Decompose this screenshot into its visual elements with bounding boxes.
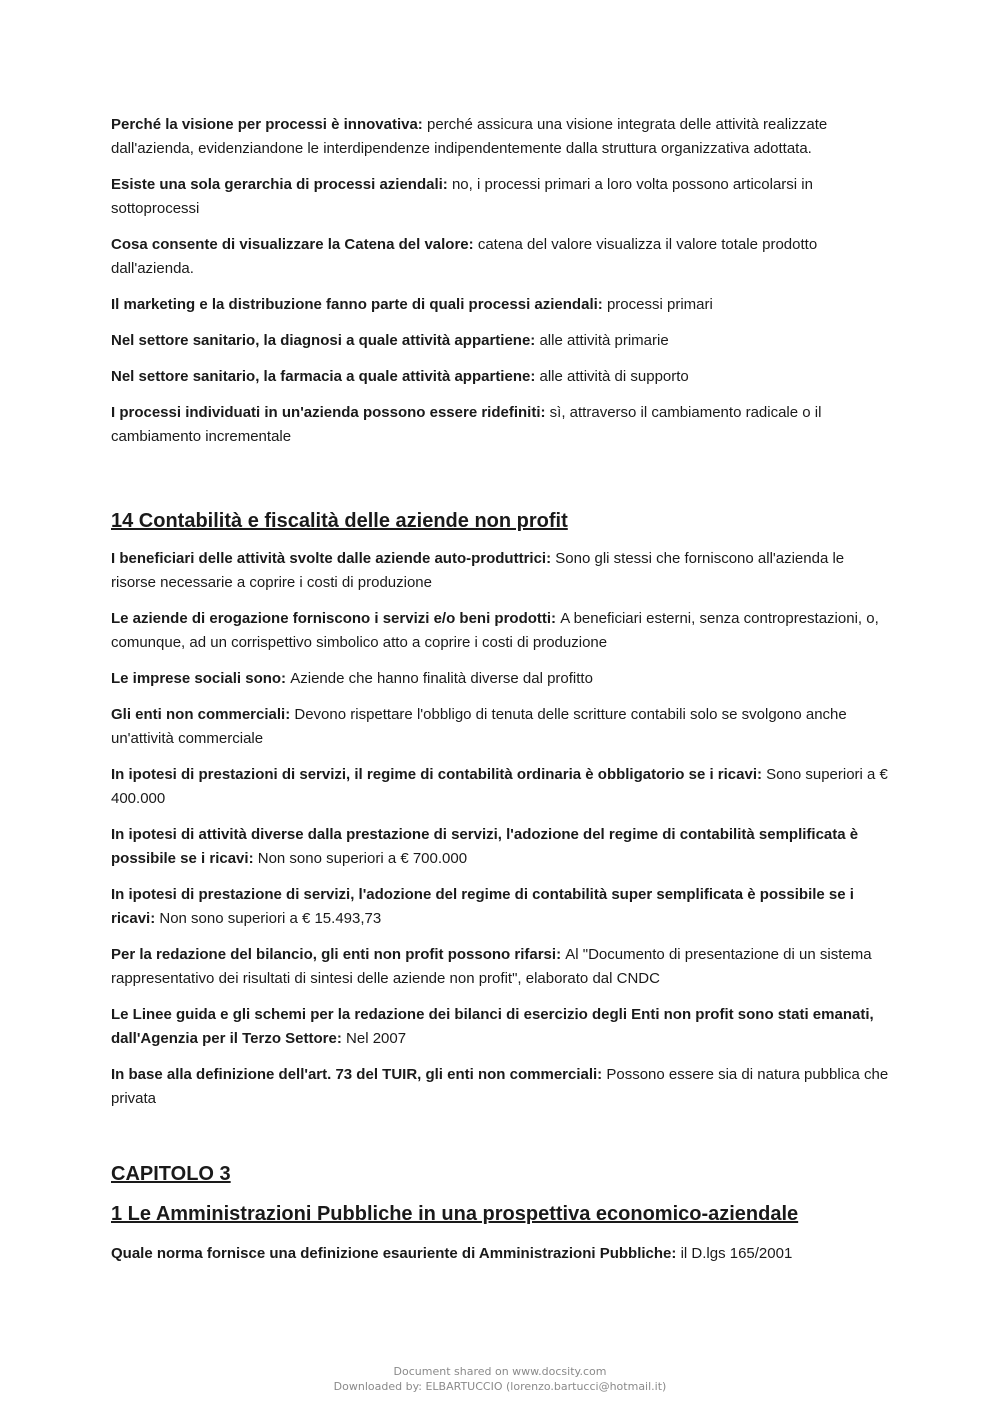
- qa-answer: Aziende che hanno finalità diverse dal profitto: [290, 670, 593, 687]
- qa-answer: sì, attraverso il cambiamento radicale o il cambiamento incrementale: [111, 404, 822, 445]
- qa-answer: catena del valore visualizza il valore totale prodotto dall'azienda.: [111, 236, 818, 277]
- qa-question: Nel settore sanitario, la diagnosi a quale attività appartiene:: [111, 332, 536, 349]
- qa-item: [111, 1063, 891, 1111]
- qa-item: [111, 547, 891, 595]
- document-page: [111, 113, 891, 1278]
- qa-item: [111, 667, 891, 691]
- section-processi: [111, 113, 891, 449]
- qa-item: [111, 1003, 891, 1051]
- qa-answer: il D.lgs 165/2001: [680, 1245, 793, 1262]
- qa-question: In ipotesi di prestazione di servizi, l'adozione del regime di contabilità super semplificata è possibile se i ricavi:: [111, 886, 854, 927]
- qa-answer: Devono rispettare l'obbligo di tenuta delle scritture contabili solo se svolgono anche un'attività commerciale: [111, 706, 847, 747]
- qa-question: Nel settore sanitario, la farmacia a quale attività appartiene:: [111, 368, 536, 385]
- qa-answer: no, i processi primari a loro volta possono articolarsi in sottoprocessi: [111, 176, 813, 217]
- qa-question: Le Linee guida e gli schemi per la redazione dei bilanci di esercizio degli Enti non profit sono stati emanati, dall'Agenzia per il Terzo Settore:: [111, 1006, 874, 1047]
- qa-question: Cosa consente di visualizzare la Catena del valore:: [111, 236, 474, 253]
- qa-item: [111, 233, 891, 281]
- qa-answer: Sono gli stessi che forniscono all'azienda le risorse necessarie a coprire i costi di produzione: [111, 550, 845, 591]
- qa-answer: Non sono superiori a € 15.493,73: [159, 910, 382, 927]
- qa-question: In base alla definizione dell'art. 73 del TUIR, gli enti non commerciali:: [111, 1066, 603, 1083]
- qa-item: [111, 173, 891, 221]
- qa-item: [111, 401, 891, 449]
- qa-item: [111, 1242, 891, 1266]
- section-heading-1: 1 Le Amministrazioni Pubbliche in una prospettiva economico-aziendale: [111, 1203, 799, 1225]
- qa-item: [111, 113, 891, 161]
- qa-answer: Sono superiori a € 400.000: [111, 766, 888, 807]
- qa-question: Gli enti non commerciali:: [111, 706, 291, 723]
- qa-question: Esiste una sola gerarchia di processi aziendali:: [111, 176, 448, 193]
- qa-question: Il marketing e la distribuzione fanno parte di quali processi aziendali:: [111, 296, 603, 313]
- page-footer: [0, 1364, 1000, 1394]
- qa-answer: alle attività di supporto: [539, 368, 689, 385]
- qa-item: [111, 703, 891, 751]
- footer-download-note: Downloaded by: ELBARTUCCIO (lorenzo.bartucci@hotmail.it): [333, 1380, 667, 1393]
- qa-item: [111, 943, 891, 991]
- qa-item: [111, 607, 891, 655]
- qa-answer: Nel 2007: [346, 1030, 407, 1047]
- qa-item: [111, 763, 891, 811]
- qa-item: [111, 293, 891, 317]
- section-non-profit: [111, 547, 891, 1111]
- qa-question: I beneficiari delle attività svolte dalle aziende auto-produttrici:: [111, 550, 552, 567]
- section-heading-14: 14 Contabilità e fiscalità delle aziende non profit: [111, 510, 568, 532]
- qa-question: Per la redazione del bilancio, gli enti non profit possono rifarsi:: [111, 946, 562, 963]
- chapter-heading: CAPITOLO 3: [111, 1163, 231, 1185]
- qa-answer: Possono essere sia di natura pubblica che privata: [111, 1066, 889, 1107]
- qa-question: Le aziende di erogazione forniscono i servizi e/o beni prodotti:: [111, 610, 557, 627]
- section-amministrazioni: [111, 1242, 891, 1266]
- qa-question: I processi individuati in un'azienda possono essere ridefiniti:: [111, 404, 546, 421]
- qa-answer: perché assicura una visione integrata delle attività realizzate dall'azienda, evidenziandone le interdipendenze indipendentemente dalla struttura organizzativa adottata.: [111, 116, 828, 157]
- footer-shared-note: Document shared on www.docsity.com: [393, 1365, 607, 1378]
- qa-question: Perché la visione per processi è innovativa:: [111, 116, 423, 133]
- qa-question: In ipotesi di prestazioni di servizi, il regime di contabilità ordinaria è obbligatorio se i ricavi:: [111, 766, 762, 783]
- qa-item: [111, 365, 891, 389]
- qa-answer: alle attività primarie: [539, 332, 669, 349]
- qa-answer: processi primari: [606, 296, 713, 313]
- qa-question: In ipotesi di attività diverse dalla prestazione di servizi, l'adozione del regime di contabilità semplificata è possibile se i ricavi:: [111, 826, 859, 867]
- qa-answer: Non sono superiori a € 700.000: [257, 850, 468, 867]
- qa-question: Le imprese sociali sono:: [111, 670, 287, 687]
- qa-question: Quale norma fornisce una definizione esauriente di Amministrazioni Pubbliche:: [111, 1245, 677, 1262]
- qa-answer: Al "Documento di presentazione di un sistema rappresentativo dei risultati di sintesi delle aziende non profit", elaborato dal CNDC: [111, 946, 872, 987]
- qa-item: [111, 883, 891, 931]
- qa-item: [111, 823, 891, 871]
- qa-answer: A beneficiari esterni, senza controprestazioni, o, comunque, ad un corrispettivo simbolico atto a coprire i costi di produzione: [111, 610, 879, 651]
- qa-item: [111, 329, 891, 353]
